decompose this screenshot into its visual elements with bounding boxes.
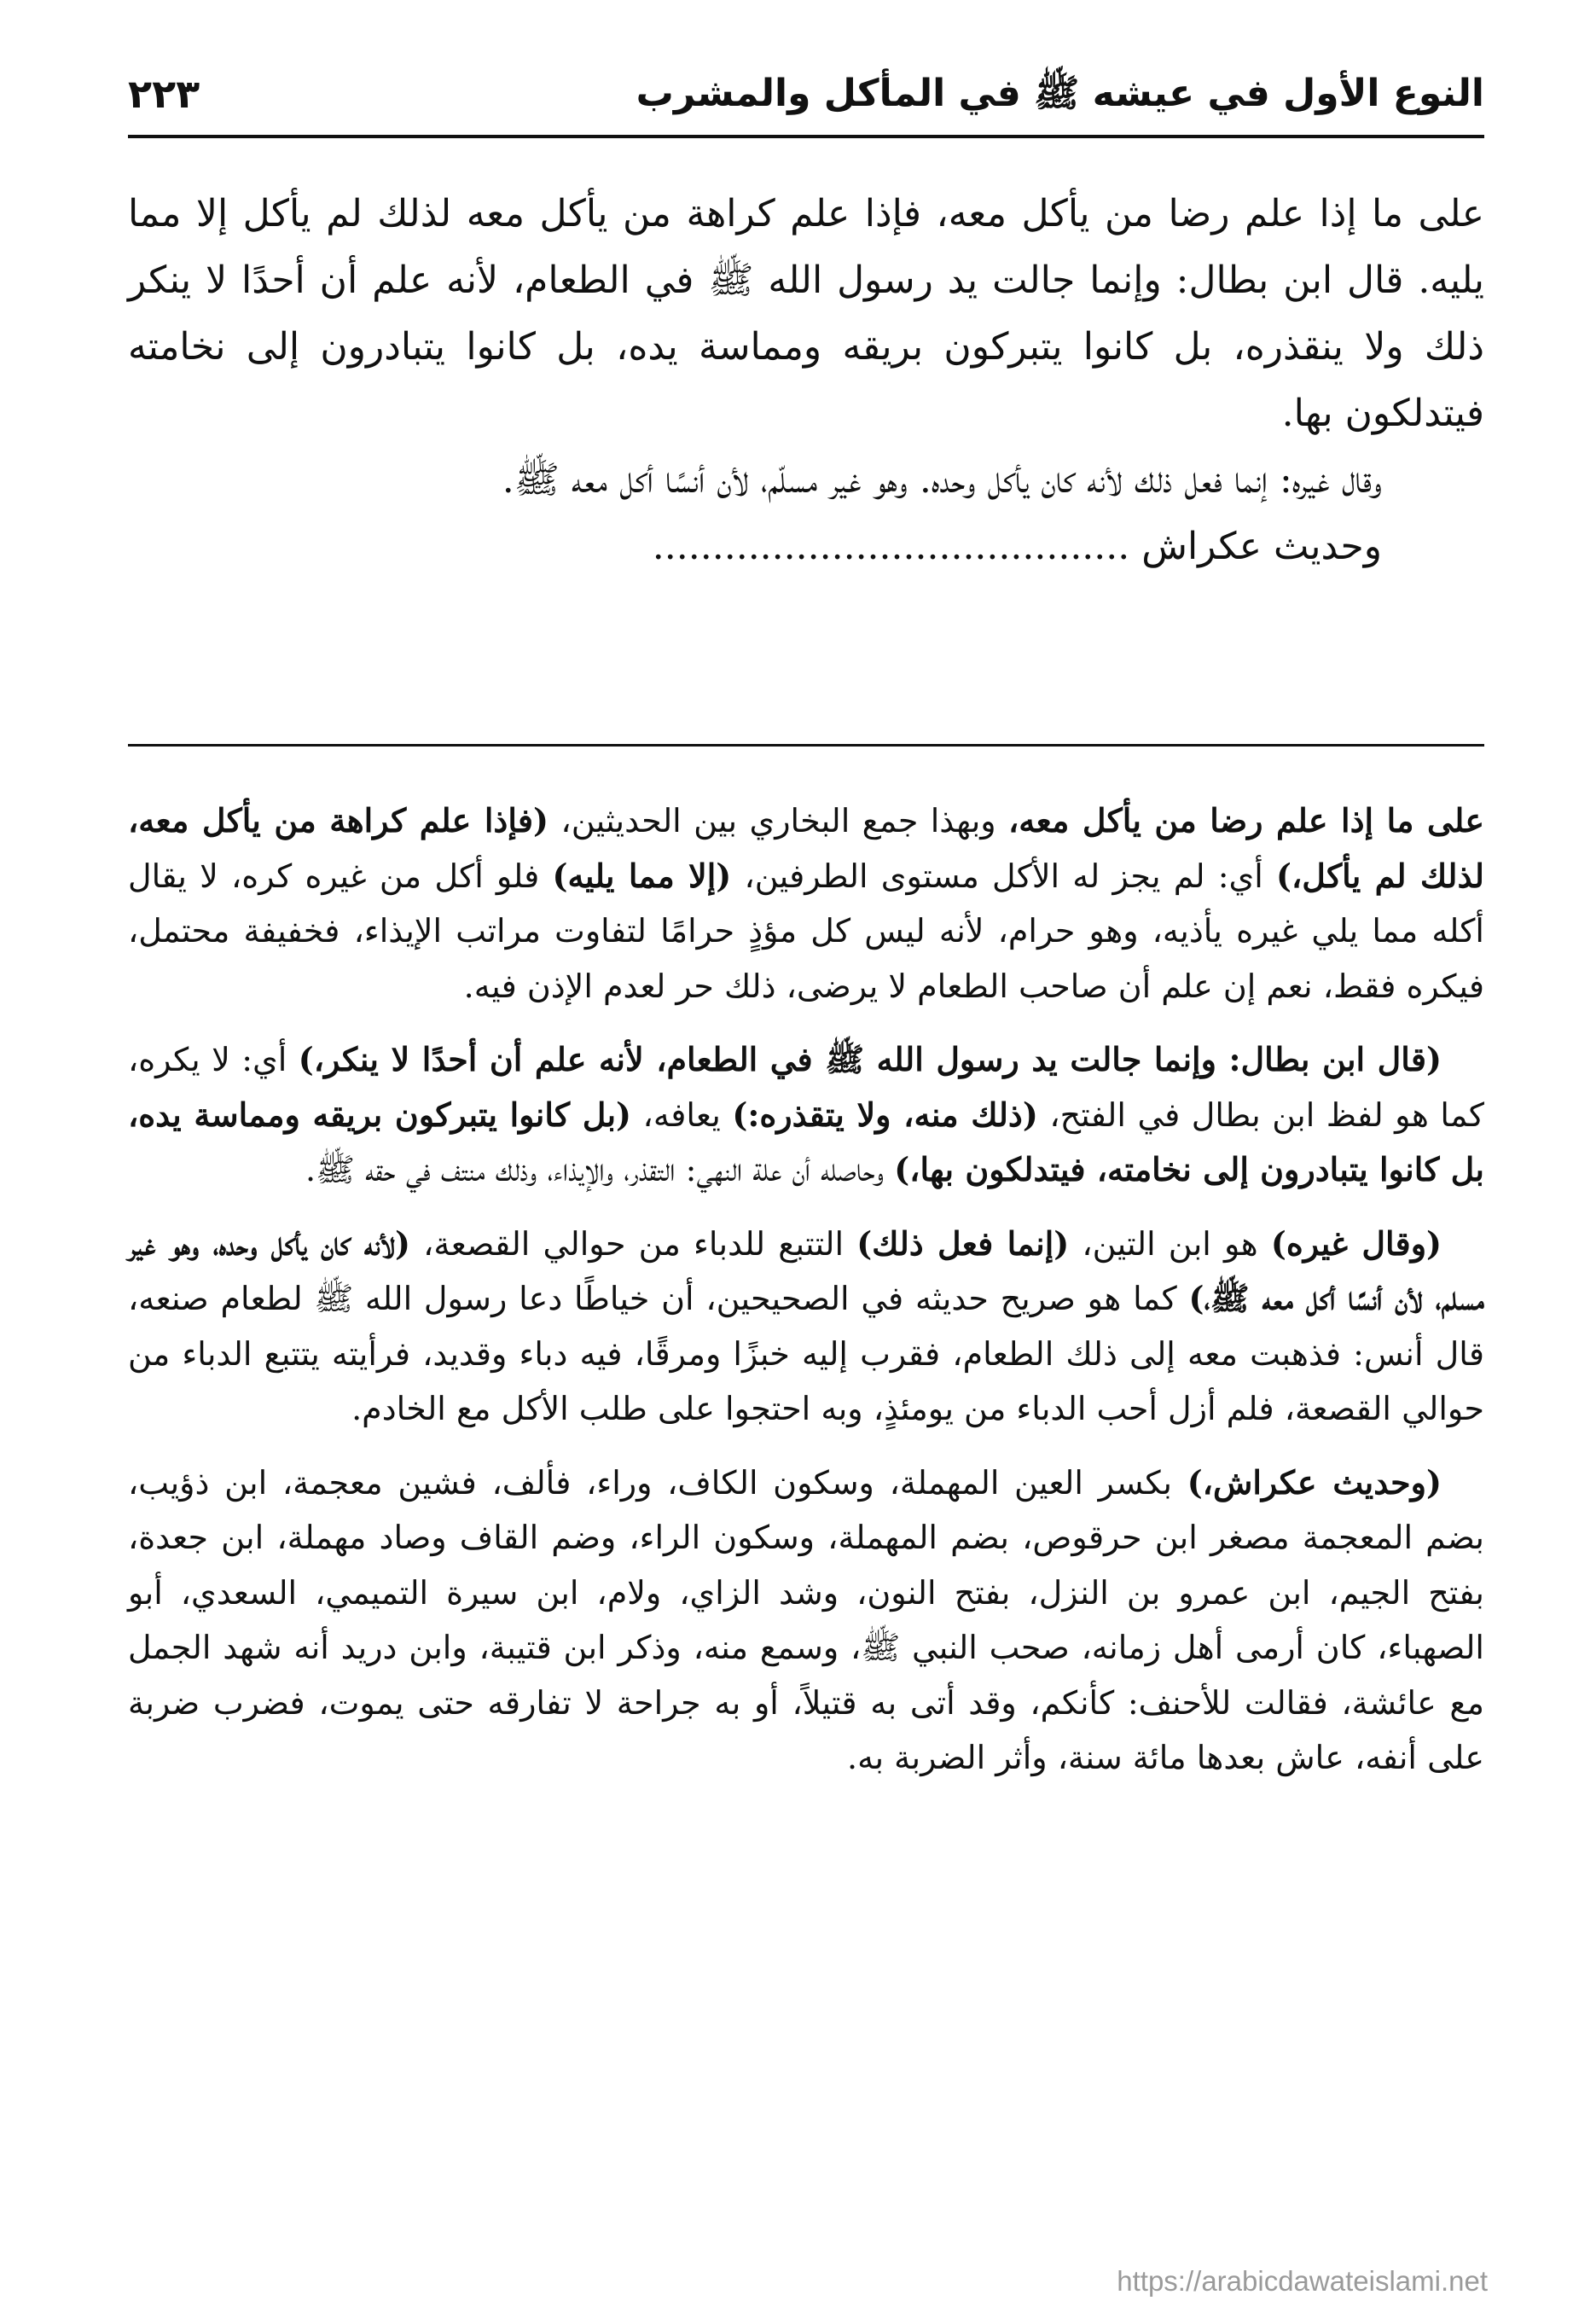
main-text-paragraph: على ما إذا علم رضا من يأكل معه، فإذا علم كراهة من يأكل معه لذلك لم يأكل إلا مما يليه. قال ابن بطال: وإنما جالت يد رسول الله ﷺ في الطعام، لأنه علم أن أحدًا لا ينكر ذلك ولا ينقذره، بل كانوا يتبركون بريقه ومماسة يده، بل كانوا يتبادرون إلى نخامته فيتدلكون بها. bbox=[128, 192, 1484, 435]
header-rule bbox=[128, 135, 1484, 138]
quoted-text: (وقال غيره) bbox=[1270, 1223, 1442, 1263]
quoted-text: (فإذا علم كراهة من يأكل معه، لذلك لم يأكل،) bbox=[128, 801, 1484, 895]
commentary-text-run: هو ابن التين، bbox=[1069, 1224, 1271, 1263]
commentary-text-run: بكسر العين المهملة، وسكون الكاف، وراء، فألف، فشين معجمة، ابن ذؤيب، بضم المعجمة مصغر ابن حرقوص، بضم المهملة، وسكون الراء، وضم القاف وصاد مهملة، ابن جعدة، بفتح الجيم، ابن عمرو بن النزل، بفتح النون، وشد الزاي، ولام، ابن سيرة التميمي، السعدي، أبو الصهباء، كان أرمى أهل زمانه، صحب النبي ﷺ، وسمع منه، وذكر ابن قتيبة، وابن دريد أنه شهد الجمل مع عائشة، فقالت للأحنف: كأنكم، وقد أتى به قتيلاً، أو به جراحة لا تفارقه حتى يموت، فضرب ضربة على أنفه، عاش بعدها مائة سنة، وأثر الضربة به. bbox=[128, 1463, 1484, 1776]
commentary-text-run: أي: لم يجز له الأكل مستوى الطرفين، bbox=[731, 857, 1277, 895]
commentary-text-run: أي: لا يكره، كما هو لفظ ابن بطال في الفتح، bbox=[128, 1041, 1485, 1134]
ellipsis-dots: ........................................ bbox=[652, 525, 1130, 568]
page-header bbox=[128, 60, 1484, 137]
commentary-text-run: التتبع للدباء من حوالي القصعة، bbox=[409, 1224, 857, 1263]
section-divider bbox=[128, 744, 1484, 747]
quoted-text: (ذلك منه، ولا يتقذره:) bbox=[732, 1095, 1038, 1134]
main-text bbox=[128, 181, 1484, 580]
commentary-text-run: وبهذا جمع البخاري بين الحديثين، bbox=[549, 802, 1009, 840]
main-text-paragraph bbox=[128, 514, 1484, 580]
quoted-text: (وحديث عكراش،) bbox=[1187, 1462, 1442, 1502]
page-number: ٢٢٣ bbox=[128, 71, 200, 117]
quoted-text: (قال ابن بطال: وإنما جالت يد رسول الله ﷺ في الطعام، لأنه علم أن أحدًا لا ينكر،) bbox=[298, 1040, 1442, 1078]
source-watermark: https://arabicdawateislami.net bbox=[1117, 2265, 1488, 2297]
commentary-text-run: وحاصله أن علة النهي: التقذر، والإيذاء، وذلك منتف في حقه ﷺ. bbox=[305, 1151, 895, 1188]
quoted-text: (بل كانوا يتبركون بريقه ومماسة يده، بل كانوا يتبادرون إلى نخامته، فيتدلكون بها،) bbox=[128, 1095, 1484, 1188]
commentary-paragraph bbox=[128, 1455, 1484, 1786]
commentary-paragraph bbox=[128, 1217, 1484, 1437]
running-title: النوع الأول في عيشه ﷺ في المأكل والمشرب bbox=[636, 72, 1484, 115]
commentary-text-run: كما هو صريح حديثه في الصحيحين، أن خياطًا دعا رسول الله ﷺ لطعام صنعه، قال أنس: فذهبت معه إلى ذلك الطعام، فقرب إليه خبزًا ومرقًا، فيه دباء وقديد، فرأيته يتتبع الدباء من حوالي القصعة، فلم أزل أحب الدباء من يومئذٍ، وبه احتجوا على طلب الأكل مع الخادم. bbox=[128, 1280, 1484, 1427]
quoted-text: (إنما فعل ذلك) bbox=[856, 1223, 1070, 1263]
quoted-text: (إلا مما يليه) bbox=[552, 856, 732, 895]
quoted-text: (لأنه كان يأكل وحده، وهو غير مسلم، لأن أنسًا أكل معه ﷺ،) bbox=[128, 1223, 1485, 1317]
commentary-paragraph bbox=[128, 1032, 1484, 1198]
commentary-text bbox=[128, 793, 1484, 1804]
quoted-text: على ما إذا علم رضا من يأكل معه، bbox=[1008, 801, 1484, 840]
commentary-text-run: فلو أكل من غيره كره، لا يقال أكله مما يلي غيره يأذيه، وهو حرام، لأنه ليس كل مؤذٍ حرامًا لتفاوت مراتب الإيذاء، فخفيفة محتمل، فيكره فقط، نعم إن علم أن صاحب الطعام لا يرضى، ذلك حر لعدم الإذن فيه. bbox=[128, 857, 1484, 1005]
commentary-paragraph bbox=[128, 793, 1484, 1014]
main-text-paragraph: وقال غيره: إنما فعل ذلك لأنه كان يأكل وحده. وهو غير مسلّم، لأن أنسًا أكل معه ﷺ. bbox=[502, 458, 1382, 502]
main-text-lead: وحديث عكراش bbox=[1141, 525, 1382, 568]
commentary-text-run: يعافه، bbox=[631, 1095, 733, 1134]
